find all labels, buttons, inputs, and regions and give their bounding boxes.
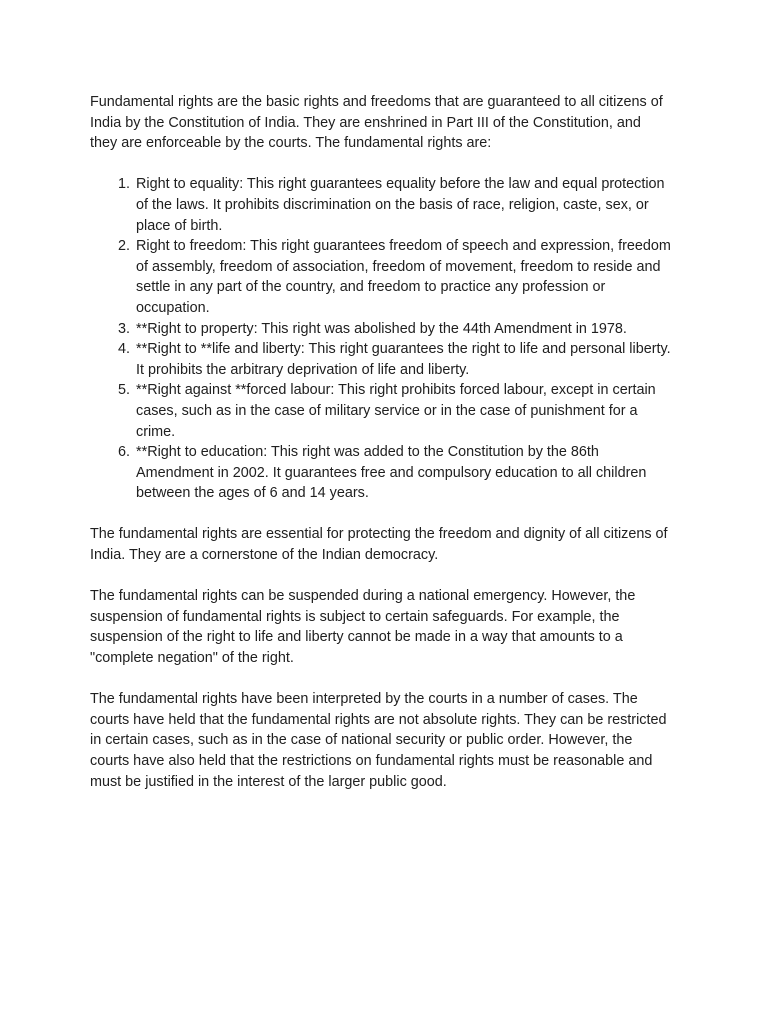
list-item: [90, 442, 672, 504]
fundamental-rights-list: [90, 174, 672, 504]
list-item-number: 2.: [117, 238, 130, 255]
list-item-number: 4.: [117, 341, 130, 358]
list-item-text: Right to equality: This right guarantees equality before the law and equal protection of the laws. It prohibits discrimination on the basis of race, religion, caste, sex, or place of birth.: [136, 176, 665, 234]
list-item-number: 1.: [117, 176, 130, 193]
list-item: [90, 319, 672, 340]
body-paragraph: The fundamental rights can be suspended during a national emergency. However, the suspension of fundamental rights is subject to certain safeguards. For example, the suspension of the right to life and liberty cannot be made in a way that amounts to a "complete negation" of the right.: [90, 588, 636, 667]
body-paragraph: The fundamental rights have been interpreted by the courts in a number of cases. The courts have held that the fundamental rights are not absolute rights. They can be restricted in certain cases, such as in the case of national security or public order. However, the courts have also held that the restrictions on fundamental rights must be reasonable and must be justified in the interest of the larger public good.: [90, 691, 667, 790]
document-page: [90, 92, 672, 813]
list-item-text: **Right to education: This right was added to the Constitution by the 86th Amendment in 2002. It guarantees free and compulsory education to all children between the ages of 6 and 14 years.: [136, 444, 647, 502]
list-item: [90, 339, 672, 380]
list-item: [90, 174, 672, 236]
list-item-text: **Right to **life and liberty: This right guarantees the right to life and personal liberty. It prohibits the arbitrary deprivation of life and liberty.: [136, 341, 671, 378]
body-paragraph: The fundamental rights are essential for protecting the freedom and dignity of all citizens of India. They are a cornerstone of the Indian democracy.: [90, 526, 668, 564]
list-item: [90, 236, 672, 318]
list-item: [90, 380, 672, 442]
list-item-number: 6.: [117, 444, 130, 461]
list-item-number: 3.: [117, 320, 130, 337]
list-item-text: **Right against **forced labour: This right prohibits forced labour, except in certain cases, such as in the case of military service or in the case of punishment for a crime.: [136, 382, 656, 440]
list-item-number: 5.: [117, 382, 130, 399]
list-item-text: **Right to property: This right was abolished by the 44th Amendment in 1978.: [136, 320, 627, 337]
intro-paragraph: Fundamental rights are the basic rights and freedoms that are guaranteed to all citizens of India by the Constitution of India. They are enshrined in Part III of the Constitution, and they are enforceable by the courts. The fundamental rights are:: [90, 94, 663, 152]
list-item-text: Right to freedom: This right guarantees freedom of speech and expression, freedom of assembly, freedom of association, freedom of movement, freedom to reside and settle in any part of the country, and freedom to practice any profession or occupation.: [136, 238, 671, 316]
